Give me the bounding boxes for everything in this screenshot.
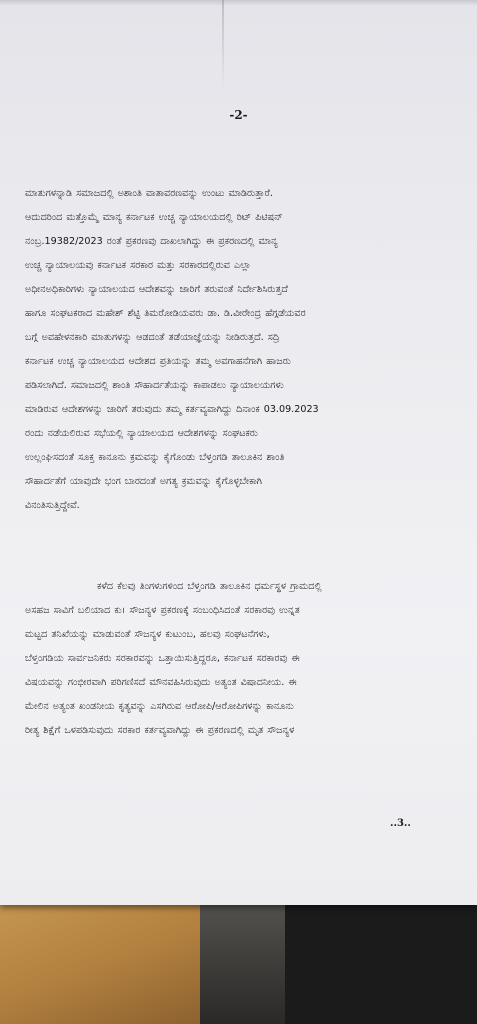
text-line: ಬಗ್ಗೆ ಅವಹೇಳನಕಾರಿ ಮಾತುಗಳನ್ನು ಆಡದಂತೆ ತಡೆಯಾಜ್ಞೆಯನ್ನು ನೀಡಿರುತ್ತದೆ. ಸದ್ರಿ [25, 332, 280, 343]
text-line: ಬೆಳ್ತಂಗಡಿಯ ಸಾರ್ವಜನಿಕರು ಸರಕಾರವನ್ನು ಒತ್ತಾಯಿಸುತ್ತಿದ್ದರೂ, ಕರ್ನಾಟಕ ಸರಕಾರವು ಈ [25, 653, 300, 664]
text-line: ಕರ್ನಾಟಕ ಉಚ್ಚ ನ್ಯಾಯಾಲಯದ ಆದೇಶದ ಪ್ರತಿಯನ್ನು ತಮ್ಮ ಅವಗಾಹನೆಗಾಗಿ ಹಾಜರು [25, 356, 291, 367]
text-line: ಮಟ್ಟದ ತನಿಖೆಯನ್ನು ಮಾಡುವಂತೆ ಸೌಜನ್ಯಳ ಕುಟುಂಬ, ಹಲವು ಸಂಘಟನೆಗಳು, [25, 629, 270, 640]
text-line: ಉಚ್ಚ ನ್ಯಾಯಾಲಯವು ಕರ್ನಾಟಕ ಸರಕಾರ ಮತ್ತು ಸರಕಾರದಲ್ಲಿರುವ ಎಲ್ಲಾ [25, 260, 251, 271]
text-line: ರೀತ್ಯ ಶಿಕ್ಷೆಗೆ ಒಳಪಡಿಸುವುದು ಸರಕಾರ ಕರ್ತವ್ಯವಾಗಿದ್ದು ಈ ಪ್ರಕರಣದಲ್ಲಿ ಮೃತ ಸೌಜನ್ಯಳ [25, 725, 295, 736]
text-line: ಸೌಹಾರ್ದತೆಗೆ ಯಾವುದೇ ಭಂಗ ಬಾರದಂತೆ ಅಗತ್ಯ ಕ್ರಮವನ್ನು ಕೈಗೊಳ್ಳಬೇಕಾಗಿ [25, 476, 263, 487]
text-line: ಉಲ್ಲಂಘಿಸದಂತೆ ಸೂಕ್ತ ಕಾನೂನು ಕ್ರಮವನ್ನು ಕೈಗೊಂಡು ಬೆಳ್ತಂಗಡಿ ತಾಲೂಕಿನ ಶಾಂತಿ [25, 452, 285, 463]
next-page-marker: ..3.. [390, 818, 411, 829]
text-line: ಪಡಿಸಲಾಗಿದೆ. ಸಮಾಜದಲ್ಲಿ ಶಾಂತಿ ಸೌಹಾರ್ದತೆಯನ್ನು ಕಾಪಾಡಲು ನ್ಯಾಯಾಲಯಗಳು [25, 380, 284, 391]
text-line: ರಂದು ನಡೆಯಲಿರುವ ಸಭೆಯಲ್ಲಿ ನ್ಯಾಯಾಲಯದ ಆದೇಶಗಳನ್ನು ಸಂಘಟಕರು [25, 428, 258, 439]
text-line: ಮೇಲಿನ ಅತ್ಯಂತ ಖಂಡನೀಯ ಕೃತ್ಯವನ್ನು ಎಸಗಿರುವ ಆರೋಪಿ/ಆರೋಪಿಗಳನ್ನು ಕಾನೂನು [25, 701, 294, 712]
text-line: ಹಾಗೂ ಸಂಘಟಕರಾದ ಮಹೇಶ್ ಶೆಟ್ಟಿ ತಿಮರೋಡಿಯವರು ಡಾ. ಡಿ.ವೀರೇಂದ್ರ ಹೆಗ್ಗಡೆಯವರ [25, 308, 306, 319]
text-line: ನಂಬ್ರ.19382/2023 ರಂತೆ ಪ್ರಕರಣವು ದಾಖಲಾಗಿದ್ದು ಈ ಪ್ರಕರಣದಲ್ಲಿ ಮಾನ್ಯ [25, 236, 278, 247]
paper-fold-crease [222, 0, 224, 90]
text-line: ಮಾತುಗಳನ್ನಾಡಿ ಸಮಾಜದಲ್ಲಿ ಅಶಾಂತಿ ವಾತಾವರಣವನ್ನು ಉಂಟು ಮಾಡಿರುತ್ತಾರೆ. [25, 188, 273, 199]
paragraph-1 [25, 182, 445, 518]
paragraph-2 [25, 575, 445, 743]
text-line: ವಿನಂತಿಸುತ್ತಿದ್ದೇವೆ. [25, 500, 80, 511]
text-line: ಮಾಡಿರುವ ಆದೇಶಗಳನ್ನು ಜಾರಿಗೆ ತರುವುದು ತಮ್ಮ ಕರ್ತವ್ಯವಾಗಿದ್ದು ದಿನಾಂಕ 03.09.2023 [25, 404, 319, 415]
text-line: ಅಸಹಜ ಸಾವಿಗೆ ಬಲಿಯಾದ ಕು। ಸೌಜನ್ಯಳ ಪ್ರಕರಣಕ್ಕೆ ಸಂಬಂಧಿಸಿದಂತೆ ಸರಕಾರವು ಉನ್ನತ [25, 605, 300, 616]
text-line: ಅಧೀನಅಧಿಕಾರಿಗಳು ನ್ಯಾಯಾಲಯದ ಆದೇಶವನ್ನು ಜಾರಿಗೆ ತರುವಂತೆ ನಿರ್ದೇಶಿಸಿರುತ್ತದೆ [25, 284, 288, 295]
text-line: ವಿಷಯವನ್ನು ಗಂಭೀರವಾಗಿ ಪರಿಗಣಿಸದೆ ಮೌನವಹಿಸಿರುವುದು ಅತ್ಯಂತ ವಿಷಾದನೀಯ. ಈ [25, 677, 297, 688]
page-number: -2- [229, 108, 248, 122]
text-line: ಕಳೆದ ಕೆಲವು ತಿಂಗಳುಗಳಿಂದ ಬೆಳ್ತಂಗಡಿ ತಾಲೂಕಿನ ಧರ್ಮಸ್ಥಳ ಗ್ರಾಮದಲ್ಲಿ [97, 581, 322, 592]
text-line: ಆದುದರಿಂದ ಮತ್ತೊಮ್ಮೆ ಮಾನ್ಯ ಕರ್ನಾಟಕ ಉಚ್ಚ ನ್ಯಾಯಾಲಯದಲ್ಲಿ ರಿಟ್ ಪಿಟಿಷನ್ [25, 212, 283, 223]
paper-top-edge [0, 0, 477, 6]
